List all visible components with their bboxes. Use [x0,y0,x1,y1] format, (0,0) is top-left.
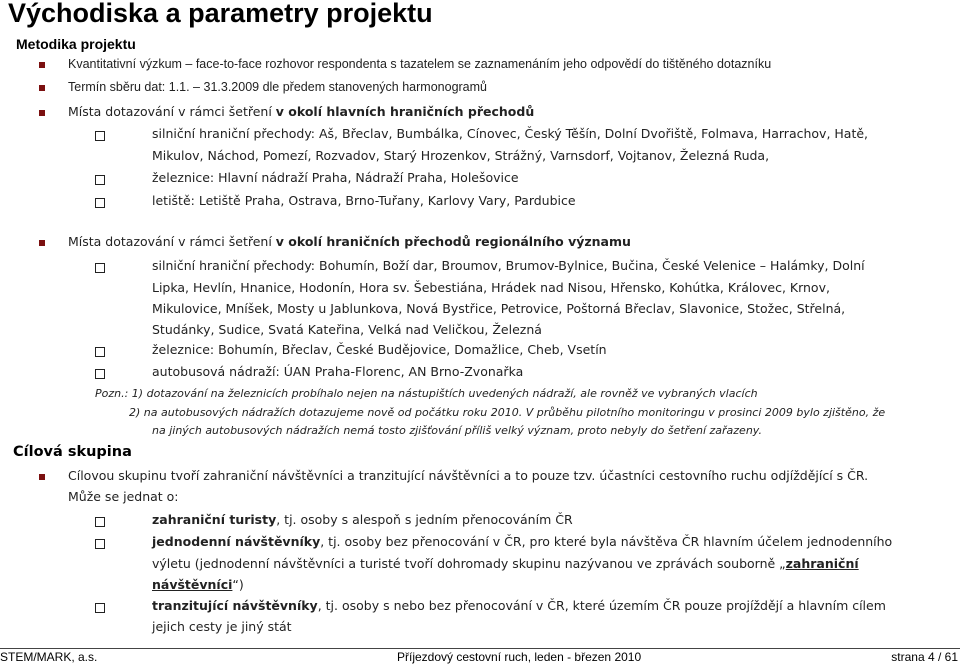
bullet-text-main-crossings [68,104,534,119]
text-bold-underlined: zahraniční [785,556,859,571]
target-group-text-l1: Cílovou skupinu tvoří zahraniční návštěvníci a tranzitující návštěvníci a to pouze tzv. účastníci cestovního ruchu odjíždějící s ČR. [68,468,869,483]
text-bold: tranzitující návštěvníky [152,598,318,613]
text-bold: zahraniční turisty [152,512,277,527]
text-bold: v okolí hraničních přechodů regionálního významu [275,234,631,249]
bullet-text-term: Termín sběru dat: 1.1. – 31.3.2009 dle předem stanovených harmonogramů [68,80,488,94]
bullet-icon [39,474,45,480]
item-transit-visitors-l1 [152,598,886,613]
checkbox-square-icon [95,517,105,527]
text-span: , tj. osoby s nebo bez přenocování v ČR, které územím ČR pouze projíždějí a hlavním cílem [317,598,886,613]
checkbox-square-icon [95,198,105,208]
item-regional-road-l4: Studánky, Sudice, Svatá Kateřina, Velká nad Veličkou, Železná [152,322,542,337]
text-span: výletu (jednodenní návštěvníci a turisté tvoří dohromady skupinu nazývanou ve zprávách souborně „ [152,556,786,571]
text-bold: v okolí hlavních hraničních přechodů [275,104,535,119]
text-span: , tj. osoby bez přenocování v ČR, pro které byla návštěva ČR hlavním účelem jednodenního [320,534,893,549]
bullet-icon [39,85,45,91]
text-span: “) [232,577,244,592]
item-railways: železnice: Hlavní nádraží Praha, Nádraží Praha, Holešovice [152,170,519,185]
item-regional-railways: železnice: Bohumín, Břeclav, České Budějovice, Domažlice, Cheb, Vsetín [152,342,607,357]
checkbox-square-icon [95,539,105,549]
item-regional-road-l3: Mikulovice, Mníšek, Mosty u Jablunkova, Nová Bystřice, Petrovice, Poštorná Břeclav, Slavonice, Stožec, Střelná, [152,301,846,316]
checkbox-square-icon [95,263,105,273]
item-day-visitors-l2 [152,556,859,571]
footer-company: STEM/MARK, a.s. [0,650,98,664]
text-span: Místa dotazování v rámci šetření [68,234,276,249]
bullet-text-method: Kvantitativní výzkum – face-to-face rozhovor respondenta s tazatelem se zaznamenáním jeho odpovědí do tištěného dotazníku [68,57,772,71]
item-day-visitors-l1 [152,534,892,549]
item-bus-stations: autobusová nádraží: ÚAN Praha-Florenc, AN Brno-Zvonařka [152,364,524,379]
footer-page-number: strana 4 / 61 [891,650,958,664]
text-bold-underlined: návštěvníci [152,577,233,592]
checkbox-square-icon [95,603,105,613]
checkbox-square-icon [95,369,105,379]
footer-divider [0,648,960,649]
item-road-crossings-l2: Mikulov, Náchod, Pomezí, Rozvadov, Starý Hrozenkov, Strážný, Varnsdorf, Vojtanov, Železná Ruda, [152,148,770,163]
item-regional-road-l1: silniční hraniční přechody: Bohumín, Boží dar, Broumov, Brumov-Bylnice, Bučina, České Velenice – Halámky, Dolní [152,258,865,273]
item-transit-visitors-l2: jejich cesty je jiný stát [152,619,292,634]
bullet-text-regional-crossings [68,234,631,249]
target-group-text-l2: Může se jednat o: [68,489,179,504]
note-2-l2: na jiných autobusových nádražích nemá tosto zjišťování příliš velký význam, proto nebyly do šetření zařazeny. [152,424,762,437]
text-span: , tj. osoby s alespoň s jedním přenocováním ČR [276,512,573,527]
note-1: Pozn.: 1) dotazování na železnicích probíhalo nejen na nástupištích uvedených nádraží, ale rovněž ve vybraných vlacích [95,387,758,400]
section-heading-target-group: Cílová skupina [13,444,132,460]
item-day-visitors-l3 [152,577,244,592]
checkbox-square-icon [95,347,105,357]
note-2-l1: 2) na autobusových nádražích dotazujeme nově od počátku roku 2010. V průběhu pilotního monitoringu v prosinci 2009 bylo zjištěno, že [129,406,886,419]
text-span: Místa dotazování v rámci šetření [68,104,276,119]
text-bold: jednodenní návštěvníky [152,534,321,549]
item-foreign-tourists [152,512,573,527]
checkbox-square-icon [95,131,105,141]
bullet-icon [39,110,45,116]
item-airports: letiště: Letiště Praha, Ostrava, Brno-Tuřany, Karlovy Vary, Pardubice [152,193,576,208]
item-regional-road-l2: Lipka, Hevlín, Hnanice, Hodonín, Hora sv. Šebestiána, Hrádek nad Nisou, Hřensko, Kohútka, Královec, Krnov, [152,280,830,295]
section-heading-methodology: Metodika projektu [16,36,136,52]
item-road-crossings-l1: silniční hraniční přechody: Aš, Břeclav, Bumbálka, Cínovec, Český Těšín, Dolní Dvořiště, Folmava, Harrachov, Hatě, [152,126,869,141]
bullet-icon [39,240,45,246]
bullet-icon [39,62,45,68]
page-title: Východiska a parametry projektu [8,0,433,28]
footer-report-title: Příjezdový cestovní ruch, leden - březen 2010 [397,650,642,664]
checkbox-square-icon [95,175,105,185]
